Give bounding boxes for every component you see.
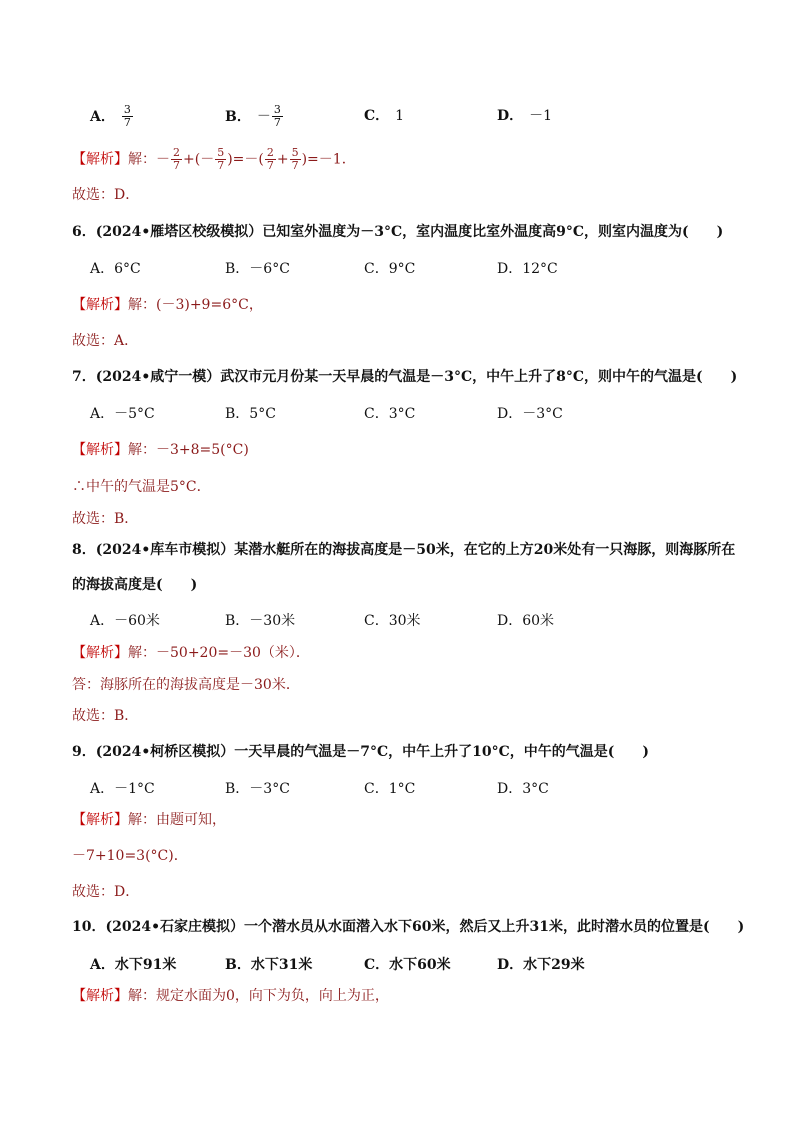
q7-conclusion: ∴中午的气温是5°C． — [72, 479, 211, 495]
q6-option-c: C．9°C — [364, 261, 416, 277]
q5-option-d: D． －1 — [497, 108, 553, 124]
fraction: $\frac{5}{7}$ — [291, 146, 299, 172]
q6-analysis: 【解析】解：(－3)+9=6°C， — [72, 297, 263, 313]
q8-analysis: 【解析】解：－50+20=－30（米）． — [72, 645, 310, 661]
fraction: $\frac{3}{7}$ — [273, 103, 281, 129]
q8-answer: 故选：B． — [72, 708, 139, 724]
q6-stem: 6．(2024•雁塔区校级模拟）已知室外温度为－3°C，室内温度比室外温度高9°C，则室内温度为( ) — [72, 224, 724, 240]
q8-option-c: C．30米 — [364, 613, 421, 629]
q10-stem: 10．(2024•石家庄模拟）一个潜水员从水面潜入水下60米，然后又上升31米，此时潜水员的位置是( ) — [72, 919, 745, 935]
fraction: $\frac{5}{7}$ — [217, 146, 225, 172]
q8-option-a: A．－60米 — [90, 613, 160, 629]
q6-option-d: D．12°C — [497, 261, 558, 277]
q10-analysis: 【解析】解：规定水面为0，向下为负，向上为正， — [72, 988, 389, 1004]
q7-answer: 故选：B． — [72, 511, 139, 527]
q9-analysis: 【解析】解：由题可知， — [72, 812, 226, 828]
q7-option-b: B．5°C — [225, 406, 276, 422]
q9-option-d: D．3°C — [497, 781, 549, 797]
q10-option-a: A．水下91米 — [90, 957, 177, 973]
q5-answer: 故选：D． — [72, 187, 140, 203]
fraction: $\frac{2}{7}$ — [173, 146, 180, 172]
fraction: $\frac{3}{7}$ — [123, 103, 131, 129]
q9-option-c: C．1°C — [364, 781, 416, 797]
q10-option-c: C．水下60米 — [364, 957, 451, 973]
q5-option-c: C． 1 — [364, 108, 405, 124]
q9-answer: 故选：D． — [72, 884, 140, 900]
q8-stem-line-2: 的海拔高度是( ) — [72, 577, 198, 593]
q8-option-d: D．60米 — [497, 613, 555, 629]
q7-option-a: A．－5°C — [90, 406, 155, 422]
q9-option-b: B．－3°C — [225, 781, 290, 797]
q7-option-d: D．－3°C — [497, 406, 563, 422]
q7-option-c: C．3°C — [364, 406, 416, 422]
q7-stem: 7．(2024•咸宁一模）武汉市元月份某一天早晨的气温是－3°C，中午上升了8°C，则中午的气温是( ) — [72, 369, 738, 385]
q10-option-d: D．水下29米 — [497, 957, 585, 973]
q5-option-a: A． $\frac{3}{7}$ — [90, 103, 131, 129]
q9-calculation: －7+10=3(°C)． — [72, 848, 188, 864]
q9-stem: 9．(2024•柯桥区模拟）一天早晨的气温是－7°C，中午上升了10°C，中午的气温是( ) — [72, 744, 650, 760]
q8-stem-line-1: 8．(2024•库车市模拟）某潜水艇所在的海拔高度是－50米，在它的上方20米处有一只海豚，则海豚所在 — [72, 542, 736, 558]
q7-analysis: 【解析】解：－3+8=5(°C) — [72, 442, 249, 458]
q8-option-b: B．－30米 — [225, 613, 296, 629]
q10-option-b: B．水下31米 — [225, 957, 313, 973]
q6-option-a: A．6°C — [90, 261, 141, 277]
q8-conclusion: 答：海豚所在的海拔高度是－30米． — [72, 677, 300, 693]
q6-answer: 故选：A． — [72, 333, 139, 349]
fraction: $\frac{2}{7}$ — [266, 146, 274, 172]
q5-analysis: 【解析】解：－ $\frac{2}{7}$ +(－ $\frac{5}{7}$ )=－( $\frac{2}{7}$ + $\frac{5}{7}$ )=－1． — [72, 146, 356, 172]
q6-option-b: B．－6°C — [225, 261, 290, 277]
q5-option-b: B． － $\frac{3}{7}$ — [225, 103, 281, 129]
q9-option-a: A．－1°C — [90, 781, 155, 797]
